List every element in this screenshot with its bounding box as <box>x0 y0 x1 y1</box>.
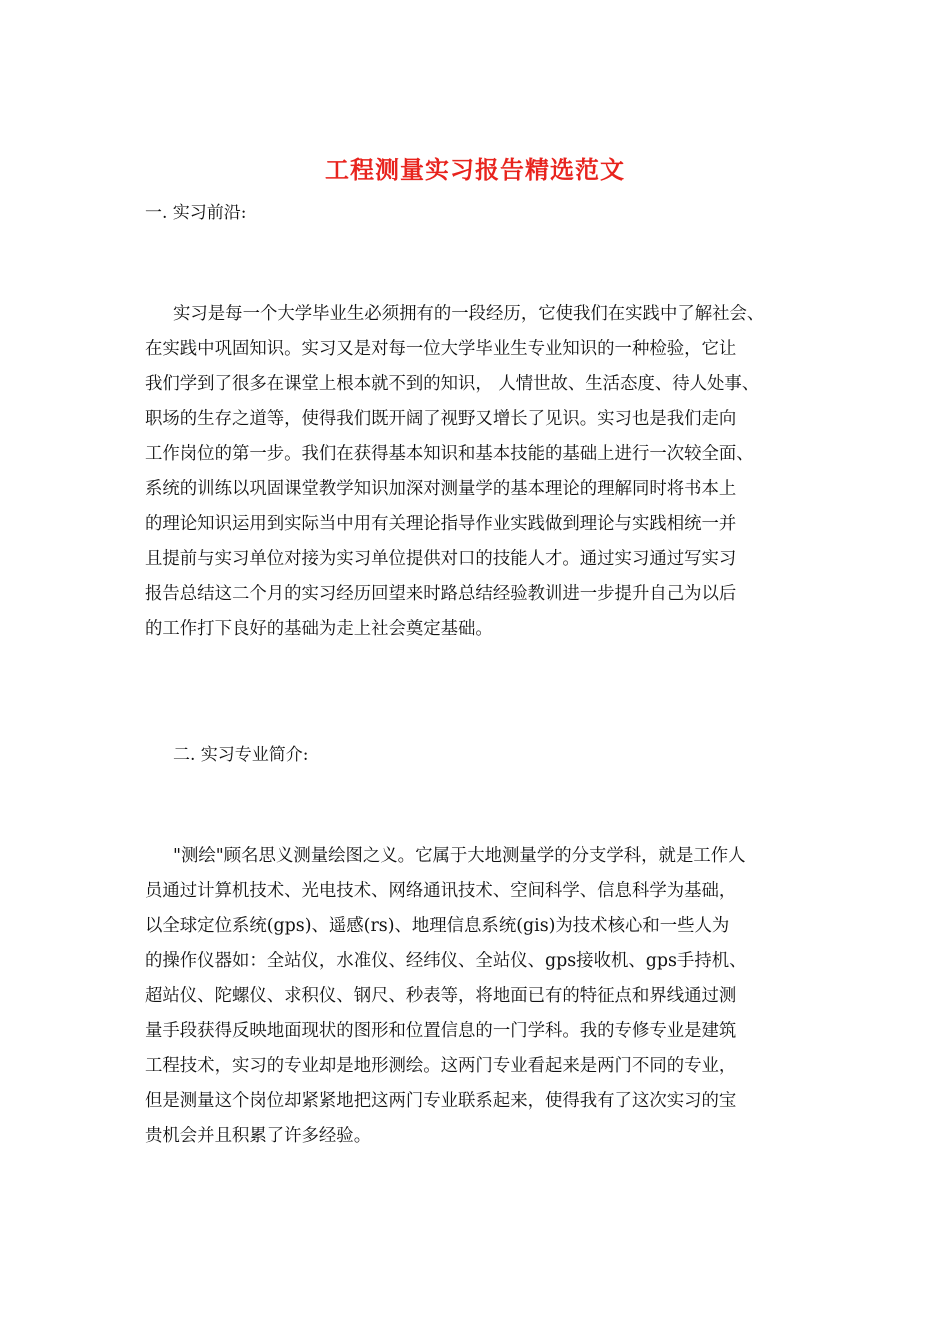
paragraph-line: 但是测量这个岗位却紧紧地把这两门专业联系起来，使得我有了这次实习的宝 <box>145 1091 737 1111</box>
paragraph-line: 在实践中巩固知识。实习又是对每一位大学毕业生专业知识的一种检验，它让 <box>145 339 737 359</box>
paragraph-line: 员通过计算机技术、光电技术、网络通讯技术、空间科学、信息科学为基础， <box>145 881 737 901</box>
paragraph-line: 报告总结这二个月的实习经历回望来时路总结经验教训进一步提升自己为以后 <box>145 584 737 604</box>
paragraph-line: 工程技术，实习的专业却是地形测绘。这两门专业看起来是两门不同的专业， <box>145 1056 737 1076</box>
paragraph-line: 实习是每一个大学毕业生必须拥有的一段经历，它使我们在实践中了解社会、 <box>173 304 765 324</box>
paragraph-line: 系统的训练以巩固课堂教学知识加深对测量学的基本理论的理解同时将书本上 <box>145 479 737 499</box>
paragraph-line: 我们学到了很多在课堂上根本就不到的知识， 人情世故、生活态度、待人处事、 <box>145 374 760 394</box>
document-title: 工程测量实习报告精选范文 <box>325 155 625 184</box>
paragraph-line: "测绘"顾名思义测量绘图之义。它属于大地测量学的分支学科，就是工作人 <box>173 846 746 866</box>
section-heading-1: 一. 实习前沿: <box>145 203 247 223</box>
paragraph-line: 的工作打下良好的基础为走上社会奠定基础。 <box>145 619 493 639</box>
section-2-paragraph <box>145 839 825 1154</box>
paragraph-line: 且提前与实习单位对接为实习单位提供对口的技能人才。通过实习通过写实习 <box>145 549 737 569</box>
paragraph-line: 超站仪、陀螺仪、求积仪、钢尺、秒表等，将地面已有的特征点和界线通过测 <box>145 986 737 1006</box>
paragraph-line: 职场的生存之道等，使得我们既开阔了视野又增长了见识。实习也是我们走向 <box>145 409 737 429</box>
paragraph-line: 量手段获得反映地面现状的图形和位置信息的一门学科。我的专修专业是建筑 <box>145 1021 737 1041</box>
paragraph-line: 工作岗位的第一步。我们在获得基本知识和基本技能的基础上进行一次较全面、 <box>145 444 754 464</box>
section-1-paragraph <box>145 297 825 647</box>
paragraph-line: 的理论知识运用到实际当中用有关理论指导作业实践做到理论与实践相统一并 <box>145 514 737 534</box>
paragraph-line: 的操作仪器如：全站仪，水准仪、经纬仪、全站仪、gps接收机、gps手持机、 <box>145 951 747 971</box>
paragraph-line: 以全球定位系统(gps)、遥感(rs)、地理信息系统(gis)为技术核心和一些人为 <box>145 916 730 936</box>
section-heading-2: 二. 实习专业简介: <box>173 745 309 765</box>
paragraph-line: 贵机会并且积累了许多经验。 <box>145 1126 372 1146</box>
